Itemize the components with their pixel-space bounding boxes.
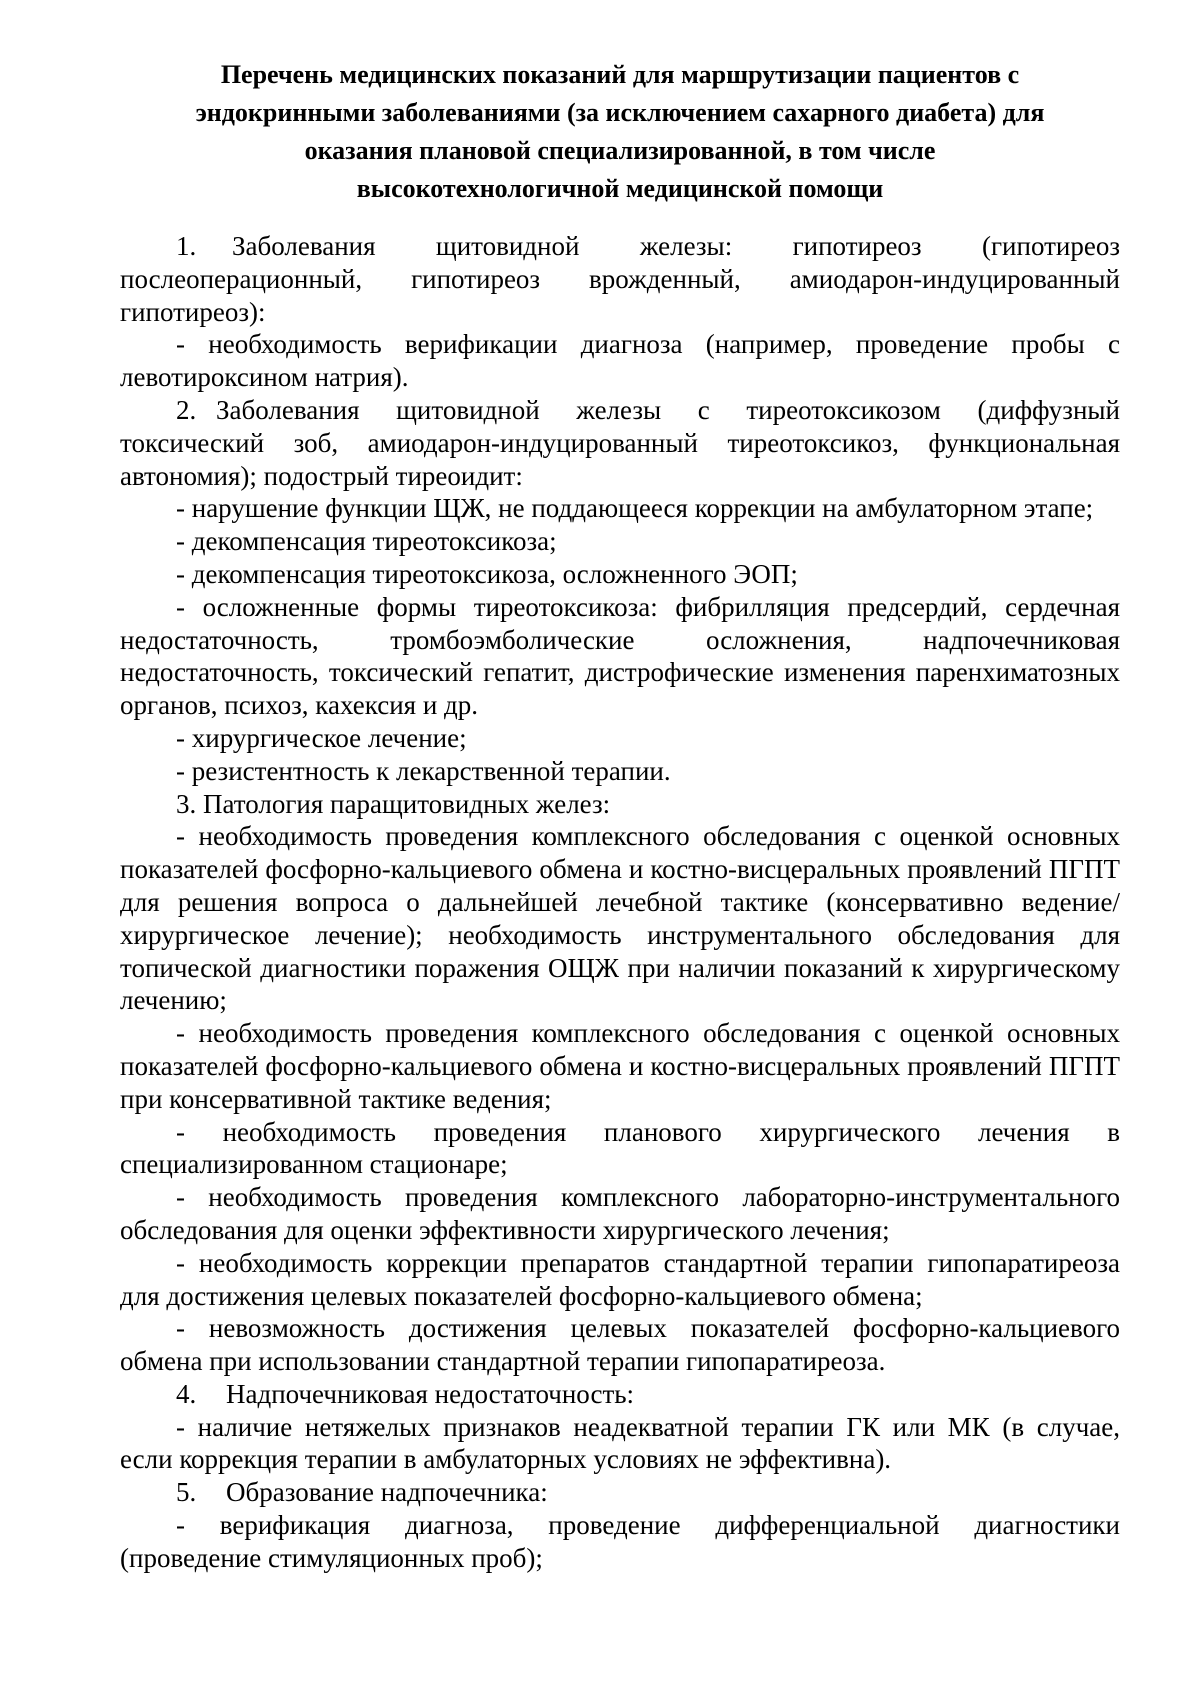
item-number: 5. xyxy=(176,1477,197,1508)
paragraph-8 xyxy=(120,722,1120,755)
paragraph-text: - резистентность к лекарственной терапии. xyxy=(176,755,671,786)
paragraph-10 xyxy=(120,788,1120,821)
paragraph-7 xyxy=(120,591,1120,722)
title-line: высокотехнологичной медицинской помощи xyxy=(356,174,884,203)
paragraph-1 xyxy=(120,230,1120,328)
paragraph-text: - необходимость проведения комплексного обследования с оценкой основных показателей фосфорно-кальциевого обмена и костно-висцеральных проявлений ПГПТ при консервативной тактике ведения; xyxy=(120,1018,1120,1114)
paragraph-9 xyxy=(120,755,1120,788)
paragraph-6 xyxy=(120,558,1120,591)
item-number: 4. xyxy=(176,1378,197,1409)
paragraph-13 xyxy=(120,1116,1120,1182)
paragraph-text: - необходимость проведения планового хирургического лечения в специализированном стационаре; xyxy=(120,1116,1120,1180)
paragraph-text: Образование надпочечника: xyxy=(226,1477,548,1508)
paragraph-17 xyxy=(120,1378,1120,1411)
title-line: оказания плановой специализированной, в том числе xyxy=(304,136,936,165)
paragraph-text: Заболевания щитовидной железы с тиреотоксикозом (диффузный токсический зоб, амиодарон-индуцированный тиреотоксикоз, функциональная автономия); подострый тиреоидит: xyxy=(120,394,1120,491)
paragraph-16 xyxy=(120,1312,1120,1378)
document-title xyxy=(120,56,1120,208)
paragraph-text: - декомпенсация тиреотоксикоза; xyxy=(176,526,557,557)
paragraph-text: - хирургическое лечение; xyxy=(176,722,467,753)
title-line: эндокринными заболеваниями (за исключением сахарного диабета) для xyxy=(195,98,1045,127)
paragraph-text: - нарушение функции ЩЖ, не поддающееся коррекции на амбулаторном этапе; xyxy=(176,493,1094,524)
paragraph-14 xyxy=(120,1181,1120,1247)
paragraph-15 xyxy=(120,1247,1120,1313)
paragraph-text: - наличие нетяжелых признаков неадекватной терапии ГК или МК (в случае, если коррекция терапии в амбулаторных условиях не эффективна). xyxy=(120,1411,1120,1475)
paragraph-18 xyxy=(120,1411,1120,1477)
item-number: 2. xyxy=(176,394,197,425)
paragraph-text: - декомпенсация тиреотоксикоза, осложненного ЭОП; xyxy=(176,558,798,589)
paragraph-text: - невозможность достижения целевых показателей фосфорно-кальциевого обмена при использовании стандартной терапии гипопаратиреоза. xyxy=(120,1313,1120,1377)
paragraph-text: Заболевания щитовидной железы: гипотиреоз (гипотиреоз послеоперационный, гипотиреоз врожденный, амиодарон-индуцированный гипотиреоз): xyxy=(120,231,1120,327)
paragraph-4 xyxy=(120,492,1120,525)
paragraph-text: - верификация диагноза, проведение дифференциальной диагностики (проведение стимуляционных проб); xyxy=(120,1510,1120,1573)
paragraph-text: - необходимость коррекции препаратов стандартной терапии гипопаратиреоза для достижения целевых показателей фосфорно-кальциевого обмена; xyxy=(120,1247,1120,1311)
paragraph-text: Надпочечниковая недостаточность: xyxy=(226,1378,635,1409)
document-body xyxy=(120,230,1120,1575)
title-line: Перечень медицинских показаний для маршрутизации пациентов с xyxy=(220,60,1020,89)
paragraph-11 xyxy=(120,820,1120,1017)
paragraph-5 xyxy=(120,525,1120,558)
paragraph-2 xyxy=(120,328,1120,394)
paragraph-12 xyxy=(120,1017,1120,1115)
paragraph-text: - необходимость проведения комплексного обследования с оценкой основных показателей фосфорно-кальциевого обмена и костно-висцеральных проявлений ПГПТ для решения вопроса о дальнейшей лечебной тактике (консервативно ведение/хирургическое лечение); необходимость инструментального обследования для топической диагностики поражения ОЩЖ при наличии показаний к хирургическому лечению; xyxy=(120,821,1120,1016)
paragraph-text: - необходимость проведения комплексного лабораторно-инструментального обследования для оценки эффективности хирургического лечения; xyxy=(120,1182,1120,1245)
item-number: 1. xyxy=(176,231,197,261)
paragraph-20 xyxy=(120,1509,1120,1575)
paragraph-19 xyxy=(120,1476,1120,1509)
paragraph-text: 3. Патология паращитовидных желез: xyxy=(176,788,611,819)
paragraph-text: - осложненные формы тиреотоксикоза: фибрилляция предсердий, сердечная недостаточность, тромбоэмболические осложнения, надпочечниковая недостаточность, токсический гепатит, дистрофические изменения паренхиматозных органов, психоз, кахексия и др. xyxy=(120,591,1120,721)
paragraph-text: - необходимость верификации диагноза (например, проведение пробы с левотироксином натрия). xyxy=(120,329,1120,393)
paragraph-3 xyxy=(120,394,1120,492)
